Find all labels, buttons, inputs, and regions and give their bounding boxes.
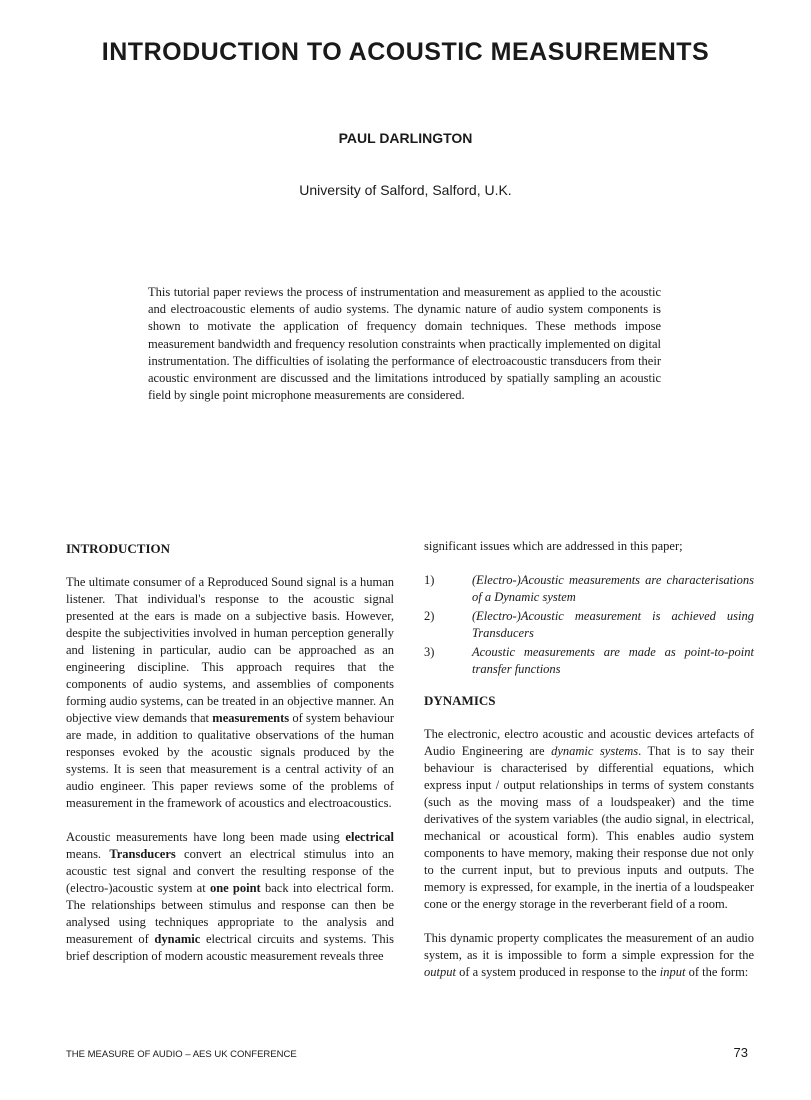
dynamics-heading: DYNAMICS (424, 693, 496, 708)
author-name: PAUL DARLINGTON (338, 130, 473, 146)
abstract: This tutorial paper reviews the process of instrumentation and measurement as applied to the acoustic and electroacoustic elements of audio systems. The dynamic nature of audio system components is shown to motivate the application of frequency domain techniques. These methods impose measurement bandwidth and frequency resolution constraints when practically implemented on digital instrumentation. The difficulties of isolating the performance of electroacoustic transducers from their acoustic environment are discussed and the limitations introduced by spatially sampling an acoustic field by single point microphone measurements are considered. (148, 285, 661, 403)
list-item: 2) (Electro-)Acoustic measurement is achieved using Transducers (424, 609, 754, 640)
dynamics-paragraph-2: This dynamic property complicates the measurement of an audio system, as it is impossible to form a simple expression for the output of a system produced in response to the input of the form: (424, 931, 754, 979)
footer-conference: THE MEASURE OF AUDIO – AES UK CONFERENCE (66, 1049, 297, 1060)
introduction-heading: INTRODUCTION (66, 541, 171, 556)
continuation-text: significant issues which are addressed in this paper; (424, 539, 683, 553)
introduction-paragraph-1: The ultimate consumer of a Reproduced Sound signal is a human listener. That individual's response to the acoustic signal presented at the ears is made on a subjective basis. However, despite the subjectivities involved in human perception generally and listening in particular, audio can be approached as an engineering discipline. This approach requires that the components of audio systems, and assemblies of components forming audio systems, can be treated in an objective manner. An objective view demands that measurements of system behaviour are made, in addition to qualitative observations of the human responses evoked by the acoustic signals produced by the systems. It is seen that measurement is a central activity of an audio engineer. This paper reviews some of the problems of measurement in the framework of acoustics and electroacoustics. (66, 575, 395, 810)
introduction-paragraph-2: Acoustic measurements have long been made using electrical means. Transducers convert an electrical stimulus into an acoustic test signal and convert the resulting response of the (electro-)acoustic system at one point back into electrical form. The relationships between stimulus and response can then be analysed using techniques appropriate to the analysis and measurement of dynamic electrical circuits and systems. This brief description of modern acoustic measurement reveals three (66, 830, 395, 963)
list-item: 3) Acoustic measurements are made as point-to-point transfer functions (424, 645, 754, 676)
page-number: 73 (733, 1045, 748, 1060)
issues-list (424, 572, 754, 678)
right-column (424, 538, 754, 998)
author-affiliation: University of Salford, Salford, U.K. (299, 182, 512, 198)
list-item: 1) (Electro-)Acoustic measurements are characterisations of a Dynamic system (424, 573, 754, 604)
left-column (66, 540, 394, 982)
dynamics-paragraph-1: The electronic, electro acoustic and acoustic devices artefacts of Audio Engineering are dynamic systems. That is to say their behaviour is characterised by differential equations, which express input / output relationships in terms of system constants (such as the moving mass of a loudspeaker) and the time derivatives of the system variables (the audio signal, in electrical, mechanical or acoustical form). This enables audio system components to have memory, making their response due not only to the current input, but to previous inputs and outputs. The memory is expressed, for example, in the inertia of a loudspeaker cone or the energy storage in the reverberant field of a room. (424, 727, 754, 911)
paper-title: INTRODUCTION TO ACOUSTIC MEASUREMENTS (101, 38, 710, 66)
